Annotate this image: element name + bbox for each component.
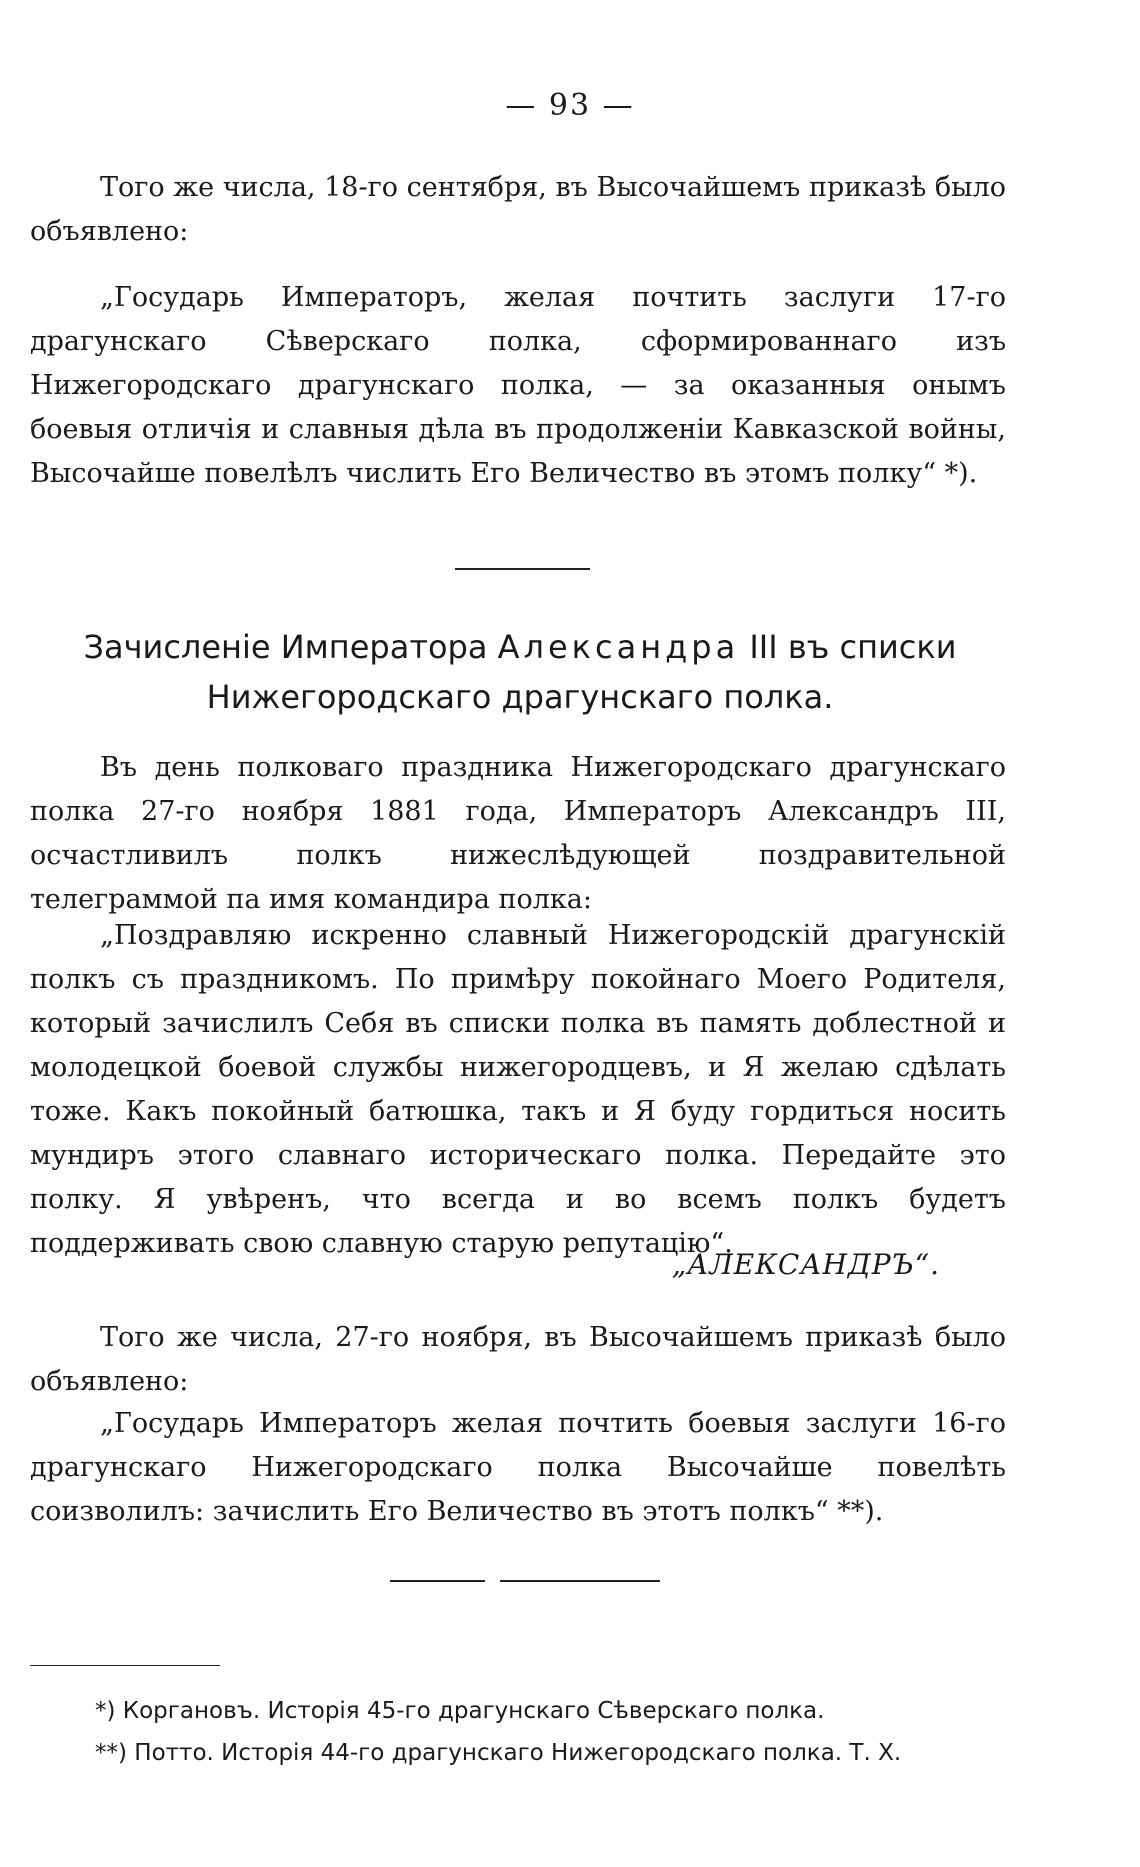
end-rule-right bbox=[500, 1580, 660, 1582]
paragraph-order-september: Того же числа, 18-го сентября, въ Высочайшемъ приказѣ было объявлено: bbox=[30, 172, 1006, 247]
page-number: — 93 — bbox=[505, 88, 635, 123]
heading-part-2: III въ списки Нижегородскаго драгунскаго полка. bbox=[206, 628, 957, 716]
footnote-1: *) Коргановъ. Исторія 45-го драгунскаго Сѣверскаго полка. bbox=[95, 1698, 825, 1724]
paragraph-regiment-holiday: Въ день полковаго праздника Нижегородскаго драгунскаго полка 27-го ноября 1881 года, Императоръ Александръ III, осчастливилъ полкъ нижеслѣдующей поздравительной телеграммой па имя командира полка: bbox=[30, 752, 1006, 915]
heading-name: Александра bbox=[497, 628, 740, 666]
signature-alexander: „АЛЕКСАНДРЪ“. bbox=[671, 1248, 940, 1281]
heading-part-1: Зачисленіе Императора bbox=[83, 628, 498, 666]
paragraph-nizhegorodskiy-decree: „Государь Императоръ желая почтить боевыя заслуги 16-го драгунскаго Нижегородскаго полка Высочайше повелѣть соизволилъ: зачислить Его Величество въ этотъ полкъ“ **). bbox=[30, 1408, 1006, 1527]
paragraph-severskiy-decree: „Государь Императоръ, желая почтить заслуги 17-го драгунскаго Сѣверскаго полка, сформированнаго изъ Нижегородскаго драгунскаго полка, — за оказанныя онымъ боевыя отличія и славныя дѣла въ продолженіи Кавказской войны, Высочайше повелѣлъ числить Его Величество въ этомъ полку“ *). bbox=[30, 282, 1006, 489]
end-rule-left bbox=[390, 1580, 485, 1582]
paragraph-order-november: Того же числа, 27-го ноября, въ Высочайшемъ приказѣ было объявлено: bbox=[30, 1322, 1006, 1397]
paragraph-telegram: „Поздравляю искренно славный Нижегородскій драгунскій полкъ съ праздникомъ. По примѣру покойнаго Моего Родителя, который зачислилъ Себя въ списки полка въ память доблестной и молодецкой боевой службы нижегородцевъ, и Я желаю сдѣлать тоже. Какъ покойный батюшка, такъ и Я буду гордиться носить мундиръ этого славнаго историческаго полка. Передайте это полку. Я увѣренъ, что всегда и во всемъ полкъ будетъ поддерживать свою славную старую репутацію“. bbox=[30, 920, 1006, 1259]
footnote-2: **) Потто. Исторія 44-го драгунскаго Нижегородскаго полка. Т. X. bbox=[95, 1740, 902, 1766]
section-divider bbox=[455, 568, 590, 570]
footnote-separator bbox=[30, 1665, 220, 1666]
section-heading bbox=[20, 622, 1020, 722]
